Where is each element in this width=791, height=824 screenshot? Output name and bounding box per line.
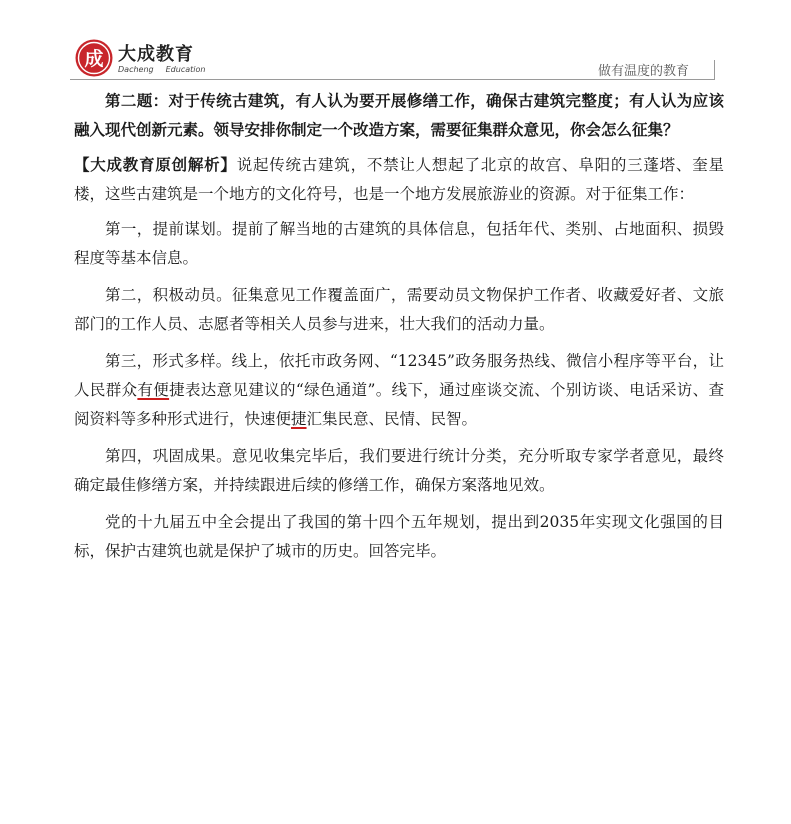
point-3-part-3: 汇集民意、民情、民智。 [306,410,478,428]
brand-sub-education: Education [165,65,206,74]
analysis-tag: 【大成教育原创解析】 [74,155,237,174]
spellcheck-underline-2: 捷 [291,410,307,428]
dacheng-logo-icon [74,38,114,78]
brand-name: 大成教育 [118,44,194,65]
point-1: 第一，提前谋划。提前了解当地的古建筑的具体信息，包括年代、类别、占地面积、损毁程度等基本信息。 [74,220,724,267]
brand-sub-dacheng: Dacheng [118,65,154,74]
conclusion: 党的十九届五中全会提出了我国的第十四个五年规划，提出到2035年实现文化强国的目标，保护古建筑也就是保护了城市的历史。回答完毕。 [74,513,724,560]
point-4: 第四，巩固成果。意见收集完毕后，我们要进行统计分类，充分听取专家学者意见，最终确定最佳修缮方案，并持续跟进后续的修缮工作，确保方案落地见效。 [74,447,724,494]
point-3 [74,347,724,434]
page-header [0,0,791,84]
question-text: 第二题：对于传统古建筑，有人认为要开展修缮工作，确保古建筑完整度；有人认为应该融入现代创新元素。领导安排你制定一个改造方案，需要征集群众意见，你会怎么征集？ [74,91,724,139]
point-3-part-1: 第三，形式多样。线上，依托市政务网、“12345”政务服务热线、微信小程序等平台，让人民群众 [74,352,724,399]
header-divider-tick [714,60,715,80]
spellcheck-underline-1: 有便 [137,381,170,399]
slogan: 做有温度的教育 [598,64,690,79]
header-divider [70,79,714,80]
logo-glyph: 成 [84,48,104,70]
document-body [74,86,724,574]
point-2: 第二，积极动员。征集意见工作覆盖面广，需要动员文物保护工作者、收藏爱好者、文旅部门的工作人员、志愿者等相关人员参与进来，壮大我们的活动力量。 [74,286,724,333]
analysis-intro [74,150,724,209]
point-3-part-2: 捷表达意见建议的“绿色通道”。线下，通过座谈交流、个别访谈、电话采访、查阅资料等多种形式进行，快速便 [74,381,724,428]
analysis-intro-text: 说起传统古建筑，不禁让人想起了北京的故宫、阜阳的三蓬塔、奎星楼，这些古建筑是一个地方的文化符号，也是一个地方发展旅游业的资源。对于征集工作： [74,156,724,203]
brand-subtitle [118,65,217,74]
